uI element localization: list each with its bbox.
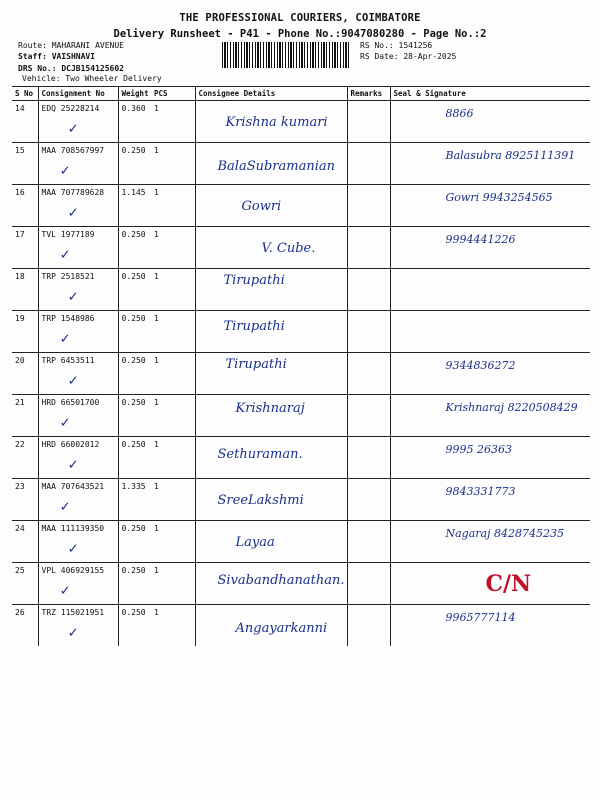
table-row — [12, 353, 590, 395]
cell-consignment-text: MAA 111139350 — [41, 524, 105, 533]
delivered-check-icon: ✓ — [60, 329, 70, 347]
seal-signature: 8866 — [445, 107, 474, 120]
cell-sno-text: 15 — [15, 146, 25, 155]
cell-sno — [12, 269, 38, 311]
cell-sno — [12, 311, 38, 353]
cell-consignment — [38, 395, 118, 437]
cell-remarks — [347, 185, 390, 227]
cell-seal — [390, 521, 590, 563]
cell-sno — [12, 437, 38, 479]
cell-weight — [118, 143, 151, 185]
consignee-handwritten-name: BalaSubramanian — [217, 159, 336, 174]
cell-consignment-text: TVL 1977189 — [41, 230, 95, 239]
cell-pcs-text: 1 — [154, 524, 159, 533]
table-row — [12, 185, 590, 227]
cell-consignee — [195, 521, 347, 563]
seal-signature: 9995 26363 — [445, 443, 512, 456]
cell-weight-text: 0.250 — [121, 398, 146, 407]
rs-number: RS No.: 1541256 — [360, 41, 433, 50]
document-subtitle: Delivery Runsheet - P41 - Phone No.:9047080280 - Page No.:2 — [113, 28, 487, 40]
cell-consignment — [38, 521, 118, 563]
cell-remarks — [347, 605, 390, 647]
cell-weight-text: 0.250 — [121, 524, 146, 533]
cell-weight — [118, 395, 151, 437]
seal-signature: 9965777114 — [445, 611, 516, 624]
cell-pcs — [151, 605, 195, 647]
cell-weight — [118, 521, 151, 563]
cell-seal — [390, 143, 590, 185]
cell-seal — [390, 311, 590, 353]
cell-sno — [12, 605, 38, 647]
route-label: Route: MAHARANI AVENUE — [18, 41, 124, 50]
cell-pcs-text: 1 — [154, 356, 159, 365]
consignee-handwritten-name: Tirupathi — [223, 319, 285, 334]
col-header-pcs: PCS — [151, 87, 195, 101]
cell-consignee — [195, 269, 347, 311]
seal-signature: Nagaraj 8428745235 — [445, 527, 564, 540]
cell-weight — [118, 227, 151, 269]
consignee-handwritten-name: Layaa — [235, 535, 275, 550]
cell-remarks — [347, 353, 390, 395]
cell-weight-text: 0.250 — [121, 608, 146, 617]
cell-remarks — [347, 479, 390, 521]
cell-pcs — [151, 437, 195, 479]
cell-pcs-text: 1 — [154, 482, 159, 491]
delivered-check-icon: ✓ — [60, 161, 70, 179]
cell-weight-text: 0.250 — [121, 356, 146, 365]
cell-consignee — [195, 563, 347, 605]
cell-remarks — [347, 521, 390, 563]
seal-signature: 9994441226 — [445, 233, 516, 246]
cell-weight-text: 1.335 — [121, 482, 146, 491]
consignee-handwritten-name: Tirupathi — [223, 273, 285, 288]
cell-weight-text: 0.250 — [121, 566, 146, 575]
delivered-check-icon: ✓ — [68, 371, 78, 389]
table-row — [12, 227, 590, 269]
seal-signature: 9344836272 — [445, 359, 516, 372]
cell-remarks — [347, 101, 390, 143]
cell-weight — [118, 185, 151, 227]
cell-consignment-text: MAA 707789628 — [41, 188, 105, 197]
cell-pcs — [151, 521, 195, 563]
col-header-consignee: Consignee Details — [195, 87, 347, 101]
cell-consignee — [195, 311, 347, 353]
cell-consignment-text: TRZ 115021951 — [41, 608, 105, 617]
consignee-handwritten-name: Gowri — [241, 199, 282, 214]
cell-pcs — [151, 101, 195, 143]
cell-weight — [118, 269, 151, 311]
cell-remarks — [347, 269, 390, 311]
cell-pcs-text: 1 — [154, 272, 159, 281]
cell-consignee — [195, 101, 347, 143]
cell-seal — [390, 269, 590, 311]
cell-remarks — [347, 143, 390, 185]
cell-consignment — [38, 479, 118, 521]
cell-sno-text: 22 — [15, 440, 25, 449]
cell-sno-text: 14 — [15, 104, 25, 113]
cell-seal — [390, 437, 590, 479]
delivered-check-icon: ✓ — [68, 455, 78, 473]
cell-consignment — [38, 605, 118, 647]
cell-sno-text: 26 — [15, 608, 25, 617]
cell-weight — [118, 437, 151, 479]
delivery-table — [12, 86, 590, 646]
cell-sno-text: 25 — [15, 566, 25, 575]
cell-pcs-text: 1 — [154, 566, 159, 575]
delivered-check-icon: ✓ — [68, 287, 78, 305]
cell-sno — [12, 101, 38, 143]
cell-consignee — [195, 395, 347, 437]
table-row — [12, 269, 590, 311]
cell-consignee — [195, 185, 347, 227]
table-row — [12, 395, 590, 437]
vehicle-label: Vehicle: Two Wheeler Delivery — [22, 74, 162, 83]
cell-sno-text: 23 — [15, 482, 25, 491]
delivered-check-icon: ✓ — [68, 203, 78, 221]
cell-pcs-text: 1 — [154, 398, 159, 407]
cell-consignee — [195, 353, 347, 395]
cell-consignment — [38, 185, 118, 227]
cell-seal — [390, 227, 590, 269]
table-row — [12, 101, 590, 143]
cell-pcs — [151, 311, 195, 353]
cell-weight — [118, 605, 151, 647]
cell-pcs-text: 1 — [154, 188, 159, 197]
seal-signature: Balasubra 8925111391 — [445, 149, 576, 162]
delivered-check-icon: ✓ — [60, 581, 70, 599]
cell-sno — [12, 479, 38, 521]
table-row — [12, 311, 590, 353]
cell-seal — [390, 479, 590, 521]
cell-pcs — [151, 269, 195, 311]
cell-consignment-text: MAA 708567997 — [41, 146, 105, 155]
cell-pcs — [151, 143, 195, 185]
cell-sno-text: 20 — [15, 356, 25, 365]
cell-seal — [390, 353, 590, 395]
cell-consignee — [195, 227, 347, 269]
cell-weight — [118, 479, 151, 521]
cell-remarks — [347, 563, 390, 605]
cell-weight-text: 0.250 — [121, 230, 146, 239]
cell-consignment-text: HRD 66501700 — [41, 398, 100, 407]
cell-pcs-text: 1 — [154, 146, 159, 155]
cell-weight-text: 0.360 — [121, 104, 146, 113]
cell-consignment-text: EDQ 25228214 — [41, 104, 100, 113]
cell-pcs-text: 1 — [154, 314, 159, 323]
document-title: THE PROFESSIONAL COURIERS, COIMBATORE — [179, 12, 421, 24]
delivered-check-icon: ✓ — [60, 497, 70, 515]
col-header-consignment: Consignment No — [38, 87, 118, 101]
seal-signature: Krishnaraj 8220508429 — [445, 401, 578, 414]
table-row — [12, 521, 590, 563]
cell-consignment-text: TRP 6453511 — [41, 356, 95, 365]
table-row — [12, 437, 590, 479]
drs-label: DRS No.: DCJB154125602 — [18, 64, 124, 73]
cell-consignment — [38, 143, 118, 185]
cell-weight-text: 0.250 — [121, 146, 146, 155]
consignee-handwritten-name: V. Cube. — [261, 241, 316, 256]
cell-sno-text: 24 — [15, 524, 25, 533]
cell-weight — [118, 563, 151, 605]
cell-sno-text: 16 — [15, 188, 25, 197]
cell-weight-text: 1.145 — [121, 188, 146, 197]
cell-sno — [12, 521, 38, 563]
cell-pcs-text: 1 — [154, 608, 159, 617]
col-header-weight: Weight — [118, 87, 151, 101]
cell-pcs — [151, 395, 195, 437]
cell-remarks — [347, 437, 390, 479]
cell-consignee — [195, 143, 347, 185]
cell-consignment — [38, 101, 118, 143]
cell-pcs — [151, 563, 195, 605]
barcode — [222, 42, 350, 68]
table-row — [12, 143, 590, 185]
table-row — [12, 479, 590, 521]
cell-pcs — [151, 353, 195, 395]
cell-consignment — [38, 563, 118, 605]
cell-weight-text: 0.250 — [121, 440, 146, 449]
cell-pcs — [151, 479, 195, 521]
consignee-handwritten-name: Tirupathi — [225, 357, 287, 372]
delivered-check-icon: ✓ — [68, 623, 78, 641]
col-header-remarks: Remarks — [347, 87, 390, 101]
cell-consignment-text: TRP 1548986 — [41, 314, 95, 323]
cell-pcs-text: 1 — [154, 440, 159, 449]
cell-remarks — [347, 311, 390, 353]
consignee-handwritten-name: Sethuraman. — [217, 447, 303, 462]
cell-weight — [118, 353, 151, 395]
cell-sno — [12, 185, 38, 227]
cell-consignment — [38, 311, 118, 353]
cell-remarks — [347, 227, 390, 269]
table-row — [12, 563, 590, 605]
delivered-check-icon: ✓ — [60, 245, 70, 263]
cell-sno-text: 18 — [15, 272, 25, 281]
cell-seal — [390, 185, 590, 227]
cell-weight-text: 0.250 — [121, 272, 146, 281]
delivered-check-icon: ✓ — [68, 119, 78, 137]
cell-consignment — [38, 353, 118, 395]
cell-consignee — [195, 437, 347, 479]
table-header-row — [12, 87, 590, 101]
seal-signature: Gowri 9943254565 — [445, 191, 553, 204]
table-row — [12, 605, 590, 647]
cell-seal — [390, 563, 590, 605]
cell-pcs-text: 1 — [154, 230, 159, 239]
consignee-handwritten-name: SreeLakshmi — [217, 493, 304, 508]
cell-seal — [390, 395, 590, 437]
cell-consignment-text: VPL 406929155 — [41, 566, 105, 575]
cell-pcs-text: 1 — [154, 104, 159, 113]
cell-seal — [390, 605, 590, 647]
cell-consignment — [38, 437, 118, 479]
col-header-seal: Seal & Signature — [390, 87, 590, 101]
cell-sno — [12, 395, 38, 437]
seal-signature: 9843331773 — [445, 485, 516, 498]
cell-consignment-text: MAA 707643521 — [41, 482, 105, 491]
cell-sno-text: 21 — [15, 398, 25, 407]
consignee-handwritten-name: Krishna kumari — [225, 115, 328, 130]
cell-weight-text: 0.250 — [121, 314, 146, 323]
cell-consignee — [195, 605, 347, 647]
cell-sno — [12, 563, 38, 605]
cell-weight — [118, 311, 151, 353]
staff-label: Staff: VAISHNAVI — [18, 52, 96, 61]
cell-seal — [390, 101, 590, 143]
cell-sno — [12, 143, 38, 185]
col-header-sno: S No — [12, 87, 38, 101]
seal-signature: C/N — [485, 571, 532, 597]
cell-consignment — [38, 227, 118, 269]
cell-remarks — [347, 395, 390, 437]
cell-sno — [12, 353, 38, 395]
cell-consignment-text: HRD 66002012 — [41, 440, 100, 449]
cell-consignee — [195, 479, 347, 521]
cell-weight — [118, 101, 151, 143]
cell-sno-text: 17 — [15, 230, 25, 239]
cell-consignment — [38, 269, 118, 311]
delivered-check-icon: ✓ — [68, 539, 78, 557]
consignee-handwritten-name: Angayarkanni — [235, 621, 328, 636]
consignee-handwritten-name: Krishnaraj — [235, 401, 305, 416]
cell-consignment-text: TRP 2518521 — [41, 272, 95, 281]
cell-pcs — [151, 185, 195, 227]
cell-pcs — [151, 227, 195, 269]
consignee-handwritten-name: Sivabandhanathan. — [217, 573, 345, 588]
delivered-check-icon: ✓ — [60, 413, 70, 431]
rs-date: RS Date: 28-Apr-2025 — [360, 52, 457, 61]
cell-sno — [12, 227, 38, 269]
cell-sno-text: 19 — [15, 314, 25, 323]
